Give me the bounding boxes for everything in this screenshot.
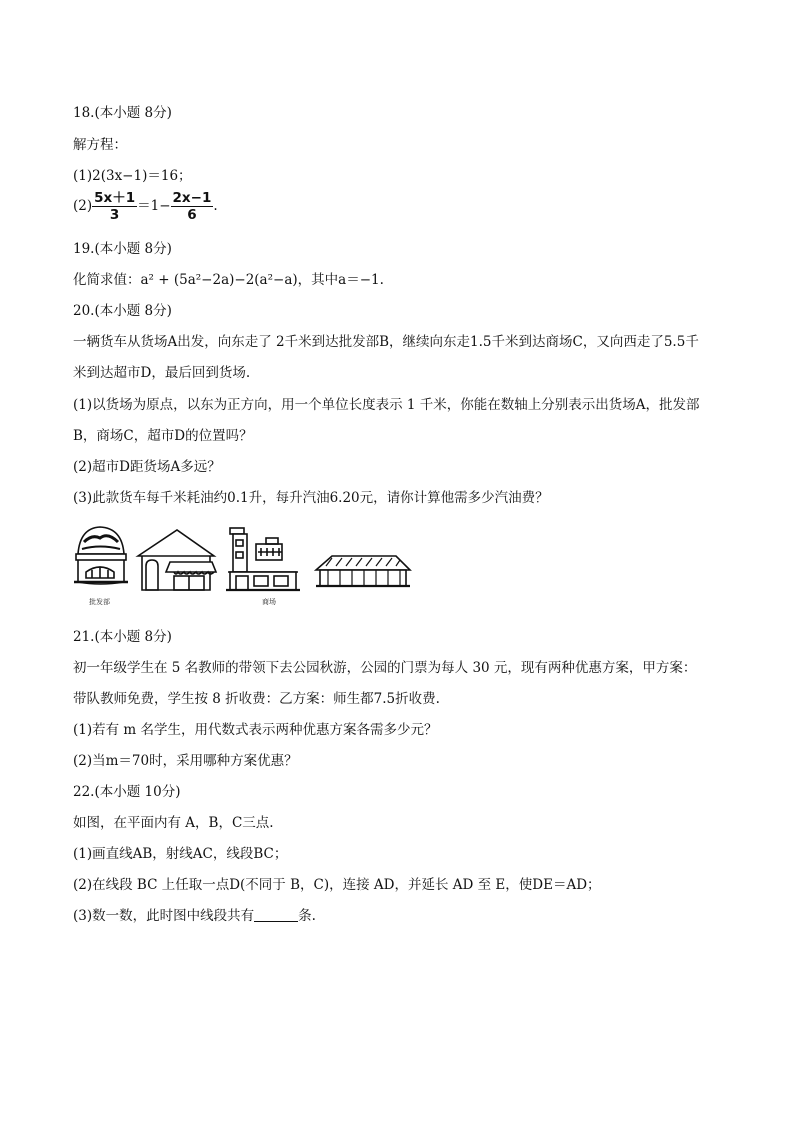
fraction-1-denominator: 3 (109, 207, 120, 223)
q18-part1: (1)2(3x−1)＝16； (73, 168, 192, 184)
q22-part3-end: 条. (298, 908, 316, 924)
q22-part2: (2)在线段 BC 上任取一点D(不同于 B，C)，连接 AD，并延长 AD 至 E，使DE＝AD； (73, 877, 601, 893)
q18-header: 18.(本小题 8分) (73, 105, 172, 121)
q18-part2 (73, 190, 218, 223)
q20-line2: 米到达超市D，最后回到货场. (73, 365, 251, 381)
q22-line1: 如图，在平面内有 A，B，C三点. (73, 815, 274, 831)
mall-building-icon (226, 528, 300, 590)
q18-intro: 解方程： (73, 137, 127, 153)
shop-house-icon (138, 530, 216, 590)
q21-header: 21.(本小题 8分) (73, 629, 172, 645)
q22-header: 22.(本小题 10分) (73, 784, 181, 800)
q22-part1: (1)画直线AB，射线AC，线段BC； (73, 846, 288, 862)
fraction-2-denominator: 6 (187, 207, 197, 223)
q20-line1: 一辆货车从货场A出发，向东走了 2千米到达批发部B，继续向东走1.5千米到达商场C，又向西走了5.5千 (73, 334, 699, 350)
fraction-2 (171, 190, 214, 223)
mall-label: 商场 (262, 598, 276, 606)
q20-header: 20.(本小题 8分) (73, 303, 172, 319)
q22-part3-text: (3)数一数，此时图中线段共有 (73, 908, 255, 924)
answer-blank[interactable] (254, 921, 298, 922)
q20-part1a: (1)以货场为原点，以东为正方向，用一个单位长度表示 1 千米，你能在数轴上分别表示出货场A，批发部 (73, 397, 700, 413)
fraction-1 (92, 190, 137, 223)
q22-part3 (73, 907, 316, 925)
q19-text: 化简求值：a² + (5a²−2a)−2(a²−a)，其中a＝−1. (73, 272, 384, 288)
q21-line2: 带队教师免费，学生按 8 折收费：乙方案：师生都7.5折收费. (73, 691, 440, 707)
buildings-illustration (70, 522, 415, 600)
fraction-2-numerator: 2x−1 (172, 190, 212, 206)
q19-header: 19.(本小题 8分) (73, 241, 172, 257)
q20-part2: (2)超市D距货场A多远？ (73, 459, 221, 475)
q21-part1: (1)若有 m 名学生，用代数式表示两种优惠方案各需多少元？ (73, 722, 438, 738)
wholesale-building-icon (74, 527, 128, 584)
wholesale-label: 批发部 (89, 598, 110, 606)
q20-part1b: B，商场C，超市D的位置吗？ (73, 428, 253, 444)
q18-part2-mid: ＝1− (137, 198, 171, 214)
q18-part2-prefix: (2) (73, 198, 93, 214)
q18-part2-end: . (213, 198, 218, 214)
fraction-1-numerator: 5x＋1 (94, 190, 136, 206)
q21-line1: 初一年级学生在 5 名教师的带领下去公园秋游，公园的门票为每人 30 元，现有两种优惠方案，甲方案： (73, 660, 697, 676)
q20-part3: (3)此款货车每千米耗油约0.1升，每升汽油6.20元，请你计算他需多少汽油费？ (73, 490, 549, 506)
supermarket-building-icon (316, 556, 410, 586)
q21-part2: (2)当m＝70时，采用哪种方案优惠？ (73, 753, 298, 769)
